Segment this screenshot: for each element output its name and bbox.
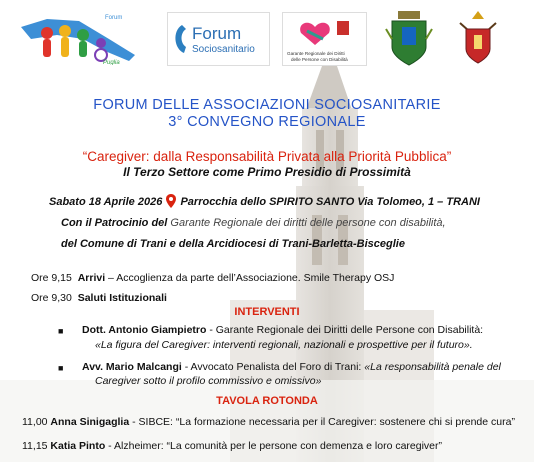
roundtable-time: 11,00 [22, 416, 48, 428]
forum-socio-line2: Sociosanitario [192, 44, 255, 55]
program-time: Ore 9,30 [31, 292, 72, 304]
program-item-arrivi [31, 272, 394, 284]
comune-line [61, 238, 405, 250]
roundtable-name: Anna Sinigaglia [50, 416, 130, 428]
speaker-role: - Garante Regionale dei Diritti delle Persone con Disabilità: [206, 324, 484, 336]
event-date-place [49, 194, 480, 211]
speaker-role-talk: «La responsabilità penale del [364, 361, 501, 373]
roundtable-time: 11,15 [22, 440, 48, 452]
program-label: Saluti Istituzionali [77, 292, 167, 304]
roundtable-item-2 [22, 440, 442, 452]
forum-socio-line1: Forum [192, 24, 242, 43]
speaker-1-talk: «La figura del Caregiver: interventi regionali, nazionali e prospettive per il futuro». [95, 339, 473, 351]
roundtable-name: Katia Pinto [50, 440, 106, 452]
event-quote-title: “Caregiver: dalla Responsabilità Privata alla Priorità Pubblica” [82, 149, 452, 164]
speaker-2 [82, 361, 501, 373]
comune-prefix: del Comune di Trani [61, 238, 167, 250]
interventi-heading: INTERVENTI [234, 306, 300, 318]
forum-title: FORUM DELLE ASSOCIAZIONI SOCIOSANITARIE [93, 97, 441, 113]
forum-puglia-region: Puglia [103, 60, 120, 65]
speaker-name: Dott. Antonio Giampietro [82, 324, 207, 336]
roundtable-item-1 [22, 416, 515, 428]
patronage-line [61, 217, 446, 229]
program-desc: – Accoglienza da parte dell’Associazione. Smile Therapy OSJ [105, 272, 395, 284]
roundtable-desc: - SIBCE: “La formazione necessaria per il Caregiver: sostenere chi si prende cura” [129, 416, 515, 428]
program-label: Arrivi [77, 272, 106, 284]
convegno-title: 3° CONVEGNO REGIONALE [168, 114, 366, 130]
bullet-icon: ■ [58, 363, 64, 373]
bullet-icon: ■ [58, 326, 64, 336]
garante-line1: Garante Regionale dei Diritti [287, 51, 345, 56]
event-date: Sabato 18 Aprile 2026 [49, 196, 163, 208]
comune-arcidiocesi: Arcidiocesi di Trani-Barletta-Bisceglie [206, 238, 405, 250]
forum-puglia-text: Forum [105, 15, 123, 21]
tavola-rotonda-heading: TAVOLA ROTONDA [216, 395, 318, 407]
patronage-garante: Garante Regionale dei diritti delle persone con disabilità, [170, 217, 446, 229]
speaker-1 [82, 324, 483, 336]
roundtable-desc: - Alzheimer: “La comunità per le persone con demenza e loro caregiver” [105, 440, 443, 452]
program-time: Ore 9,15 [31, 272, 72, 284]
speaker-2-talk: Caregiver sotto il profilo commissivo e omissivo» [95, 375, 322, 387]
speaker-role: - Avvocato Penalista del Foro di Trani: [181, 361, 365, 373]
speaker-name: Avv. Mario Malcangi [82, 361, 182, 373]
garante-line2: delle Persone con Disabilità [291, 57, 348, 62]
comune-mid: e della [166, 238, 207, 250]
event-place: Parrocchia dello SPIRITO SANTO Via Tolomeo, 1 – TRANI [180, 196, 480, 208]
patronage-prefix: Con il Patrocinio del [61, 217, 168, 229]
program-item-saluti [31, 292, 167, 304]
location-pin-icon [166, 194, 176, 211]
event-subtitle: Il Terzo Settore come Primo Presidio di Prossimità [123, 165, 411, 179]
